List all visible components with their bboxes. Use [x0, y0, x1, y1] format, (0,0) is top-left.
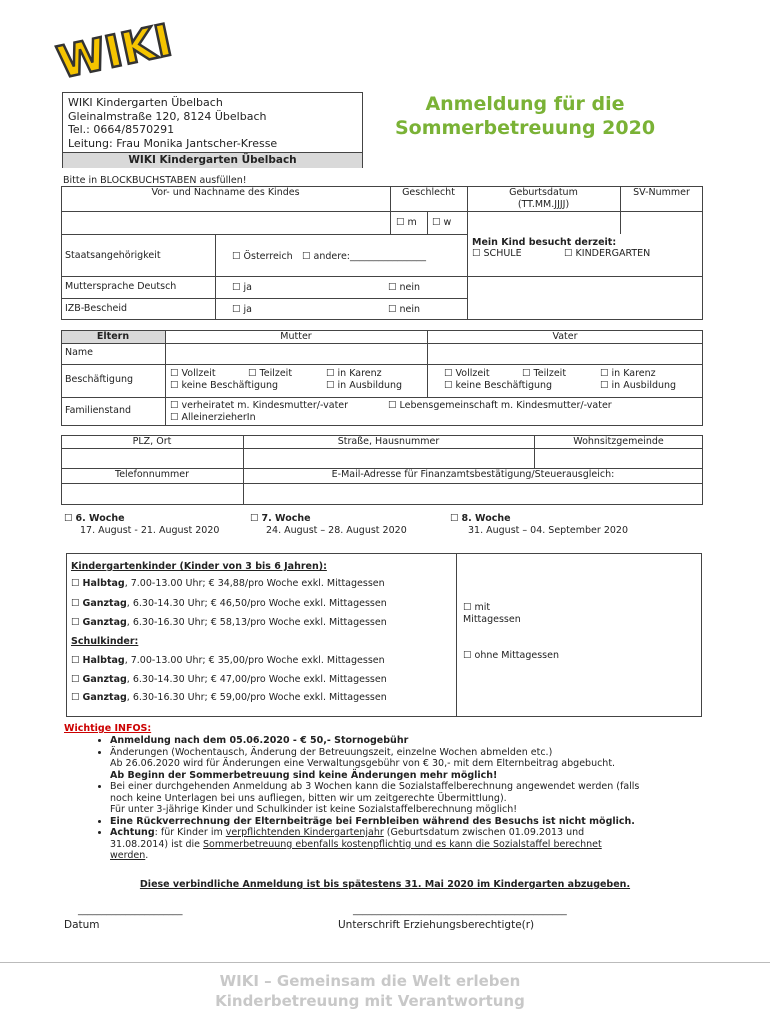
izb-yes[interactable] [232, 304, 252, 316]
father-training[interactable] [600, 380, 676, 392]
org-line-4: Leitung: Frau Monika Jantscher-Kresse [68, 136, 278, 150]
info-item-3-b: noch keine Unterlagen bei uns aufliegen, bitten wir um zeitgerechte Übermittlung). [110, 792, 507, 804]
izb-no-label: nein [399, 304, 421, 315]
school-ganztag-2-checkbox[interactable] [71, 692, 387, 704]
org-line-3: Tel.: 0664/8570291 [68, 123, 175, 136]
mother-none-label: keine Beschäftigung [181, 380, 279, 391]
with-lunch-checkbox[interactable] [463, 602, 490, 614]
info-item-2-a: Änderungen (Wochentausch, Änderung der Betreuungszeit, einzelne Wochen abmelden etc.) [110, 746, 553, 758]
week-8-dates: 31. August – 04. September 2020 [468, 525, 628, 536]
with-lunch-label: mit [474, 602, 491, 613]
izb-yes-label: ja [243, 304, 252, 315]
info-item-4 [110, 816, 684, 828]
mother-header: Mutter [280, 331, 312, 342]
info-item-1 [110, 735, 684, 747]
mother-karenz-label: in Karenz [337, 368, 382, 379]
kg-halbtag-text: , 7.00-13.00 Uhr; € 34,88/pro Woche exkl. Mittagessen [124, 578, 385, 589]
mother-tongue-label: Muttersprache Deutsch [65, 281, 177, 292]
info-item-5-u1: verpflichtenden Kindergartenjahr [225, 827, 384, 838]
gender-m-checkbox[interactable] [396, 217, 417, 229]
kg-ganztag-1-type: Ganztag [82, 598, 127, 609]
gender-header: Geschlecht [402, 187, 455, 198]
week-7-label: 7. Woche [261, 513, 311, 524]
visits-school-label: SCHULE [483, 248, 522, 259]
kg-ganztag-2-text: , 6.30-16.30 Uhr; € 58,13/pro Woche exkl. Mittagessen [126, 617, 387, 628]
deadline-text: Diese verbindliche Anmeldung ist bis spätestens 31. Mai 2020 im Kindergarten abzugeben. [139, 879, 631, 890]
info-item-3-a: Bei einer durchgehenden Anmeldung ab 3 Wochen kann die Sozialstaffelberechnung angewendet werden (falls [110, 781, 640, 792]
info-item-5-u2: Sommerbetreuung ebenfalls kostenpflichtig und es kann die Sozialstaffel berechnet [203, 838, 602, 850]
kg-halbtag-type: Halbtag [82, 578, 125, 589]
single-parent-label: AlleinerzieherIn [181, 412, 256, 423]
father-header: Vater [552, 331, 578, 342]
info-item-5-a: : für Kinder im [154, 827, 226, 838]
mother-tongue-yes[interactable] [232, 282, 252, 294]
employment-label: Beschäftigung [65, 374, 134, 385]
school-halbtag-text: , 7.00-13.00 Uhr; € 35,00/pro Woche exkl. Mittagessen [124, 655, 385, 666]
nationality-other-label: andere:________________ [313, 251, 426, 262]
single-parent-checkbox[interactable] [170, 412, 256, 424]
info-item-2 [110, 747, 684, 782]
school-halbtag-type: Halbtag [82, 655, 125, 666]
infos-header: Wichtige INFOS: [64, 723, 152, 734]
org-line-1: WIKI Kindergarten Übelbach [68, 96, 223, 109]
week-6-dates: 17. August - 21. August 2020 [80, 525, 220, 536]
info-item-5-bold: Achtung [110, 827, 155, 838]
visits-label: Mein Kind besucht derzeit: [472, 237, 617, 248]
father-parttime[interactable] [522, 368, 566, 380]
father-parttime-label: Teilzeit [533, 368, 567, 379]
izb-no[interactable] [388, 304, 420, 316]
info-item-3-c: Für unter 3-jährige Kinder und Schulkinder ist keine Sozialstaffelberechnung möglich! [110, 804, 518, 815]
married-label: verheiratet m. Kindesmutter/-vater [181, 400, 349, 411]
week-8-checkbox[interactable] [450, 513, 511, 525]
kg-header: Kindergartenkinder (Kinder von 3 bis 6 Jahren): [71, 561, 327, 572]
info-item-1-text: Anmeldung nach dem 05.06.2020 - € 50,- Stornogebühr [110, 735, 409, 746]
school-ganztag-1-checkbox[interactable] [71, 674, 387, 686]
community-header: Wohnsitzgemeinde [573, 436, 664, 447]
birth-format: (TT.MM.JJJJ) [517, 199, 570, 210]
phone-header: Telefonnummer [115, 469, 189, 480]
gender-m-label: m [407, 217, 417, 228]
kg-ganztag-1-checkbox[interactable] [71, 598, 387, 610]
org-line-2: Gleinalmstraße 120, 8124 Übelbach [68, 109, 267, 123]
org-band [63, 152, 362, 168]
signature-line: _____________________________________________ [353, 905, 567, 916]
date-label: Datum [64, 919, 100, 931]
week-7-checkbox[interactable] [250, 513, 311, 525]
week-6-label: 6. Woche [75, 513, 125, 524]
footer-line-1: WIKI – Gemeinsam die Welt erleben [219, 972, 521, 990]
parent-name-label: Name [65, 347, 94, 358]
visits-kindergarten-label: KINDERGARTEN [575, 248, 651, 259]
parents-header: Eltern [96, 331, 130, 342]
kg-ganztag-2-checkbox[interactable] [71, 617, 387, 629]
father-none-label: keine Beschäftigung [455, 380, 553, 391]
child-name-header: Vor- und Nachname des Kindes [151, 187, 300, 198]
school-header: Schulkinder: [71, 636, 139, 647]
father-none[interactable] [444, 380, 552, 392]
married-checkbox[interactable] [170, 400, 348, 412]
infos-list [64, 735, 684, 862]
without-lunch-checkbox[interactable] [463, 650, 559, 662]
mother-tongue-no[interactable] [388, 282, 420, 294]
week-6-checkbox[interactable] [64, 513, 125, 525]
week-8-label: 8. Woche [461, 513, 511, 524]
without-lunch-label: ohne Mittagessen [474, 650, 559, 661]
birth-header: Geburtsdatum [509, 187, 578, 198]
school-ganztag-1-text: , 6.30-14.30 Uhr; € 47,00/pro Woche exkl. Mittagessen [126, 674, 387, 685]
org-band-text: WIKI Kindergarten Übelbach [128, 154, 297, 166]
kg-ganztag-1-text: , 6.30-14.30 Uhr; € 46,50/pro Woche exkl. Mittagessen [126, 598, 387, 609]
logo-text: WIKI [52, 14, 177, 89]
school-ganztag-2-text: , 6.30-16.30 Uhr; € 59,00/pro Woche exkl. Mittagessen [126, 692, 387, 703]
school-ganztag-2-type: Ganztag [82, 692, 127, 703]
father-karenz-label: in Karenz [611, 368, 656, 379]
info-item-2-b: Ab 26.06.2020 wird für Änderungen eine Verwaltungsgebühr von € 30,- mit dem Elternbeitrag abgebucht. [110, 758, 616, 769]
email-header: E-Mail-Adresse für Finanzamtsbestätigung/Steuerausgleich: [331, 469, 615, 480]
street-header: Straße, Hausnummer [337, 436, 440, 447]
mother-tongue-no-label: nein [399, 282, 421, 293]
mother-parttime-label: Teilzeit [259, 368, 293, 379]
nationality-austria-label: Österreich [243, 251, 293, 262]
mother-karenz[interactable] [326, 368, 382, 380]
info-item-3 [110, 781, 684, 816]
info-item-5-b: (Geburtsdatum zwischen 01.09.2013 und [383, 827, 585, 838]
mother-fulltime[interactable] [170, 368, 216, 380]
father-fulltime[interactable] [444, 368, 490, 380]
title-line-1: Anmeldung für die [425, 93, 625, 115]
izb-label: IZB-Bescheid [65, 303, 127, 314]
family-status-label: Familienstand [65, 405, 131, 416]
mother-none[interactable] [170, 380, 278, 392]
date-line: ______________________ [78, 905, 183, 916]
wiki-logo [52, 14, 177, 89]
signature-label: Unterschrift Erziehungsberechtigte(r) [338, 919, 535, 931]
mother-tongue-yes-label: ja [243, 282, 252, 293]
instruction-text: Bitte in BLOCKBUCHSTABEN ausfüllen! [63, 175, 247, 186]
week-7-dates: 24. August – 28. August 2020 [266, 525, 407, 536]
visits-school-checkbox[interactable] [472, 248, 522, 260]
visits-kindergarten-checkbox[interactable] [564, 248, 650, 260]
nationality-other-checkbox[interactable] [302, 251, 426, 263]
with-lunch-label-2: Mittagessen [463, 614, 521, 625]
sv-header: SV-Nummer [633, 187, 690, 198]
info-item-4-text: Eine Rückverrechnung der Elternbeiträge bei Fernbleiben während des Besuchs ist nicht möglich. [110, 815, 635, 827]
partnership-checkbox[interactable] [388, 400, 612, 412]
plz-header: PLZ, Ort [132, 436, 172, 447]
father-karenz[interactable] [600, 368, 656, 380]
mother-training[interactable] [326, 380, 402, 392]
nationality-austria-checkbox[interactable] [232, 251, 293, 263]
gender-w-label: w [443, 217, 452, 228]
mother-training-label: in Ausbildung [337, 380, 403, 391]
gender-w-checkbox[interactable] [432, 217, 451, 229]
mother-parttime[interactable] [248, 368, 292, 380]
father-fulltime-label: Vollzeit [455, 368, 490, 379]
father-training-label: in Ausbildung [611, 380, 677, 391]
nationality-label: Staatsangehörigkeit [65, 250, 161, 261]
footer-line-2: Kinderbetreuung mit Verantwortung [215, 992, 525, 1010]
partnership-label: Lebensgemeinschaft m. Kindesmutter/-vater [399, 400, 612, 411]
info-item-5-c: 31.08.2014) ist die [110, 838, 203, 850]
mother-fulltime-label: Vollzeit [181, 368, 216, 379]
school-halbtag-checkbox[interactable] [71, 655, 385, 667]
info-item-5-u3: werden [110, 850, 146, 861]
info-item-5 [110, 827, 684, 862]
kg-halbtag-checkbox[interactable] [71, 578, 385, 590]
info-item-2-c: Ab Beginn der Sommerbetreuung sind keine Änderungen mehr möglich! [110, 769, 498, 781]
title-line-2: Sommerbetreuung 2020 [394, 117, 656, 139]
kg-ganztag-2-type: Ganztag [82, 617, 127, 628]
school-ganztag-1-type: Ganztag [82, 674, 127, 685]
info-item-5-end: . [145, 850, 149, 861]
